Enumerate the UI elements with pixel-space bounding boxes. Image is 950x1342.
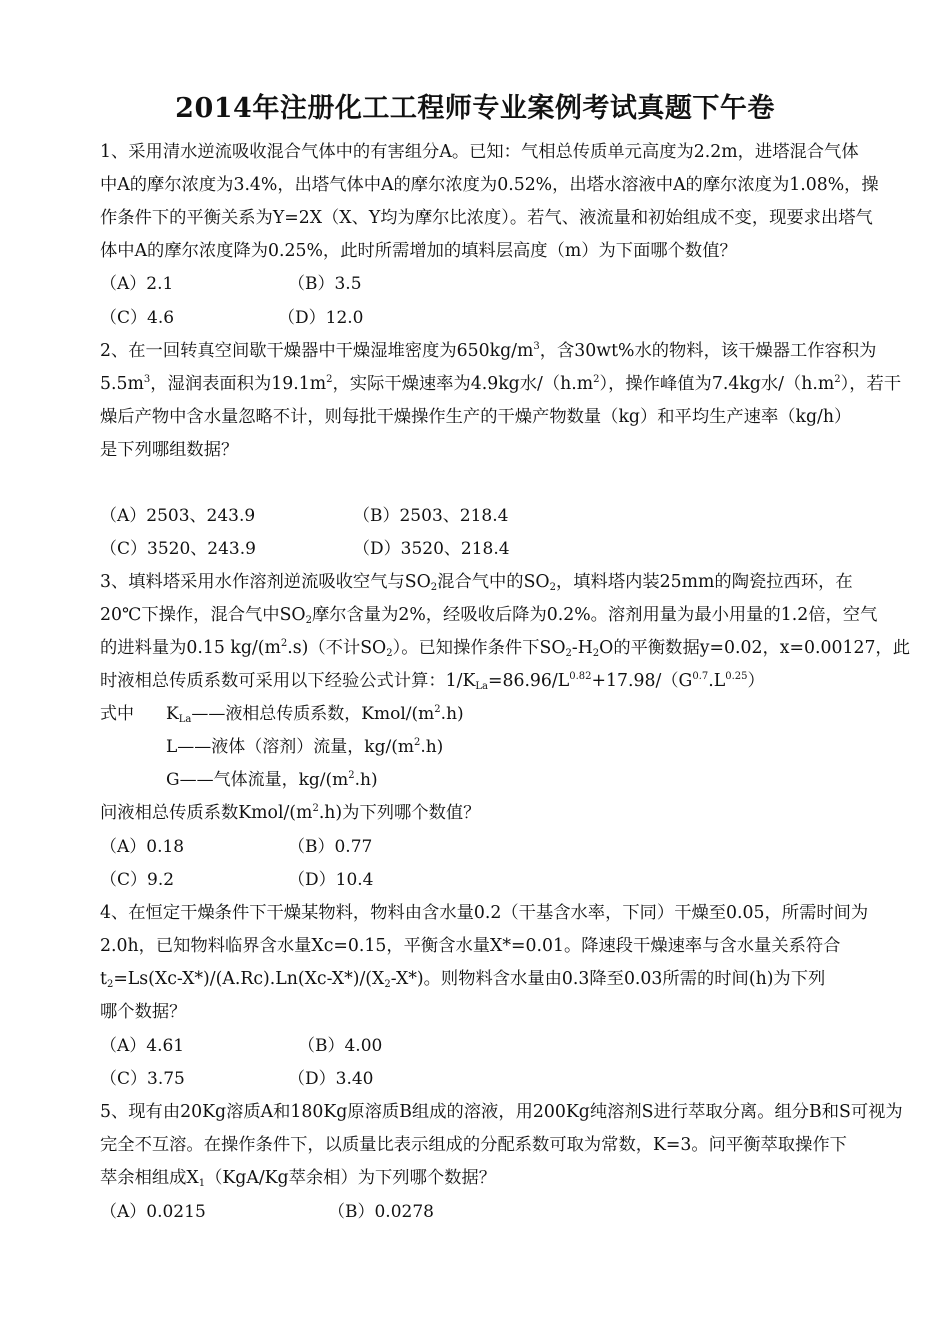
q2-line-3: 燥后产物中含水量忽略不计，则每批干燥操作生产的干燥产物数量（kg）和平均生产速率（kg/h） [100,407,852,427]
q2-option-b: （B）2503、218.4 [353,506,509,526]
q2-option-d: （D）3520、218.4 [353,539,510,559]
q3-line-4: 时液相总传质系数可采用以下经验公式计算：$1/K_{La}=86.96/L^{0.82}+17.98/(G^{0.7}.L^{0.25})$ [100,671,765,692]
q3-def-g: G——气体流量，$kg/(m^2.h)$ [166,770,378,790]
q4-option-a: （A）4.61 [100,1036,185,1056]
page-title: 2014年注册化工工程师专业案例考试真题下午卷 [175,93,775,124]
q1-line-2: 中A的摩尔浓度为3.4%，出塔气体中A的摩尔浓度为0.52%，出塔水溶液中A的摩尔浓度为1.08%，操 [100,175,879,195]
q3-option-c: （C）9.2 [100,870,175,890]
q4-option-c: （C）3.75 [100,1069,185,1089]
q5-option-a: （A）0.0215 [100,1202,206,1222]
q1-option-a: （A）2.1 [100,274,174,294]
q1-option-b: （B）3.5 [288,274,362,294]
q1-line-3: 作条件下的平衡关系为Y=2X（X、Y均为摩尔比浓度）。若气、液流量和初始组成不变，现要求出塔气 [100,208,873,228]
q3-defs-prefix: 式中 [100,704,134,724]
q1-line-1: 1、采用清水逆流吸收混合气体中的有害组分A。已知：气相总传质单元高度为2.2m，进塔混合气体 [100,142,859,162]
q2-line-1: 2、在一回转真空间歇干燥器中干燥湿堆密度为$650kg/m^3$，含30wt%水的物料，该干燥器工作容积为 [100,341,877,361]
q4-option-d: （D）3.40 [288,1069,374,1089]
q5-line-2: 完全不互溶。在操作条件下，以质量比表示组成的分配系数可取为常数，K=3。问平衡萃取操作下 [100,1135,847,1155]
q2-option-a: （A）2503、243.9 [100,506,256,526]
q2-line-2: $5.5m^3$，湿润表面积为$19.1m^2$，实际干燥速率为4.9kg水$/(h.m^2)$，操作峰值为7.4kg水$/(h.m^2)$，若干 [100,374,902,394]
q3-option-d: （D）10.4 [288,870,374,890]
q3-option-b: （B）0.77 [288,837,373,857]
q5-line-1: 5、现有由20Kg溶质A和180Kg原溶质B组成的溶液，用200Kg纯溶剂S进行萃取分离。组分B和S可视为 [100,1102,903,1122]
q4-line-3: $t_2=Ls(Xc-X*)/(A.Rc).Ln(Xc-X*)/(X_2-X*)$。则物料含水量由0.3降至0.03所需的时间(h)为下列 [100,969,826,990]
q3-line-1: 3、填料塔采用水作溶剂逆流吸收空气与$SO_2$混合气中的$SO_2$，填料塔内装25mm的陶瓷拉西环，在 [100,572,853,593]
q3-question: 问液相总传质系数Kmol/$(m^2.h)$为下列哪个数值？ [100,803,481,823]
q5-line-3: 萃余相组成$X_1(KgA/Kg$萃余相）为下列哪个数据？ [100,1168,496,1189]
q1-line-4: 体中A的摩尔浓度降为0.25%，此时所需增加的填料层高度（m）为下面哪个数值？ [100,241,737,261]
q1-option-d: （D）12.0 [278,308,364,328]
q2-line-4: 是下列哪组数据？ [100,440,239,460]
q3-def-l: L——液体（溶剂）流量，$kg/(m^2.h)$ [166,737,444,757]
q3-def-kla: $K_{La}——$液相总传质系数，Kmol/$(m^2.h)$ [166,704,464,725]
q5-option-b: （B）0.0278 [328,1202,434,1222]
q4-line-1: 4、在恒定干燥条件下干燥某物料，物料由含水量0.2（干基含水率，下同）干燥至0.05，所需时间为 [100,903,869,923]
q4-option-b: （B）4.00 [298,1036,383,1056]
q3-line-3: 的进料量为0.15 $kg/(m^2.s)$（不计$SO_2$）。已知操作条件下$SO_2-H_2O$的平衡数据y=0.02，x=0.00127，此 [100,638,910,659]
q4-line-2: 2.0h，已知物料临界含水量Xc=0.15，平衡含水量X*=0.01。降速段干燥速率与含水量关系符合 [100,936,841,956]
q1-option-c: （C）4.6 [100,308,175,328]
q2-option-c: （C）3520、243.9 [100,539,256,559]
q3-line-2: 20℃下操作，混合气中$SO_2$摩尔含量为2%，经吸收后降为0.2%。溶剂用量为最小用量的1.2倍，空气 [100,605,878,626]
q3-option-a: （A）0.18 [100,837,185,857]
q4-line-4: 哪个数据？ [100,1002,187,1022]
